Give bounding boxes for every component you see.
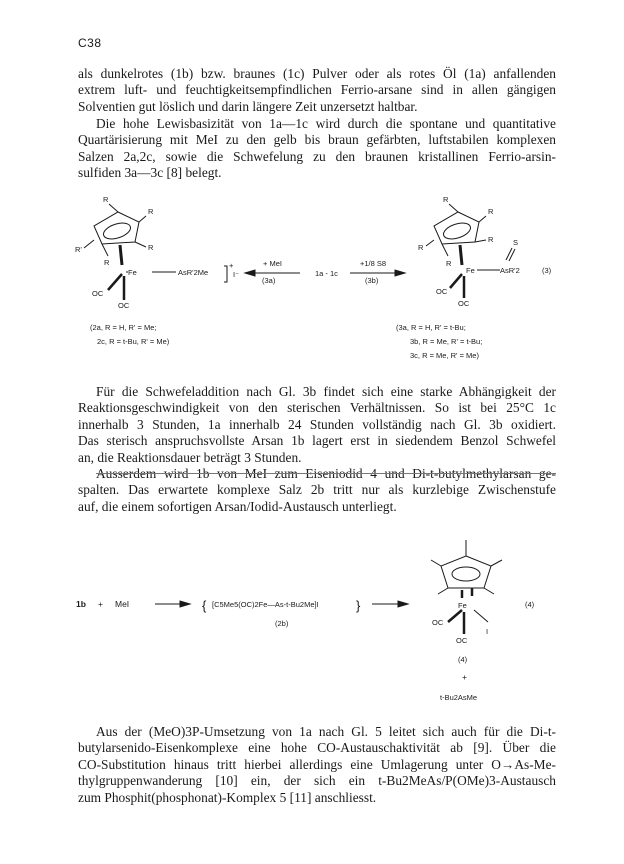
equation-number: (3) [542,266,552,275]
label-R: R [148,243,154,252]
label-arsonium: AsR'2Me [178,268,209,277]
text-line: sulfiden 3a—3c [8] belegt. [78,165,222,181]
label-I: I [486,627,489,636]
text-line: Quartärisierung mit MeI zu den gelb bis braun gefärbten, luftstabilen komplexen [78,132,556,148]
text-line: Salzen 2a,2c, sowie die Schwefelung zu den braunen kristallinen Ferrio-arsin- [78,148,556,164]
label-R-prime: R' [75,245,82,254]
label-S: S [513,238,519,247]
text-line: Aus der (MeO)3P-Umsetzung von 1a nach Gl. 5 leitet sich auch für die Di-t- [96,724,556,739]
intermediate-label: (2b) [275,619,289,628]
label-R: R [488,235,494,244]
text-line: butylarsenido-Eisenkomplexe eine hohe CO-Austauschaktivität ab [9]. Über die [78,740,556,756]
intermediate-2b: [C5Me5(OC)2Fe—As-t-Bu2Me]I [212,600,319,609]
eq-label-3b: (3b) [365,276,379,285]
eq-label-3a: (3a) [262,276,276,285]
text-line: Solventien gut löslich und darin längere Zeit unzersetzt haltbar. [78,98,418,114]
label-R: R [418,243,424,252]
label-OC: OC [118,301,130,310]
reactant-1b: 1b [76,599,86,609]
label-R: R [104,258,110,267]
label-R: R [446,259,452,268]
legend-line: (2a, R = H, R' = Me; [90,323,157,332]
legend-line: (3a, R = H, R' = t-Bu; [396,323,466,332]
equation-number: (4) [525,600,535,609]
brace-left: { [202,598,207,613]
text-line: Für die Schwefeladdition nach Gl. 3b findet sich eine starke Abhängigkeit der [96,384,556,399]
label-iodide: I⁻ [233,270,240,279]
label-R: R [148,207,154,216]
paragraph-2 [78,116,556,182]
text-line: innerhalb 3 Stunden, 1a innerhalb 24 Stunden vollständig nach Gl. 3b oxidiert. [78,416,556,432]
text-line: Reaktionsgeschwindigkeit von den sterischen Verhältnissen. So ist bei 25°C 1c [78,400,556,416]
label-Fe: Fe [458,601,467,610]
plus-sign: + [98,599,103,609]
product-label-4: (4) [458,655,468,664]
right-cp-ring [426,204,515,298]
legend-line: 3c, R = Me, R' = Me) [410,351,479,360]
label-R: R [488,207,494,216]
reactant-1a-1c: 1a - 1c [315,269,338,278]
reactant-MeI: MeI [115,599,130,609]
label-arsine: AsR'2 [500,266,520,275]
coproduct-arsane: t-Bu2AsMe [440,693,478,702]
legend-line: 3b, R = Me, R' = t-Bu; [410,337,483,346]
label-R: R [103,195,109,204]
paragraph-1 [78,66,556,115]
left-cp-ring [84,204,227,300]
label-OC: OC [432,618,444,627]
text-line: Das sterisch anspruchsvollste Arsan 1b lagert erst in siedendem Benzol Schwefel [78,433,556,449]
label-OC: OC [436,287,448,296]
label-OC: OC [458,299,470,308]
page-number: C38 [78,36,102,50]
label-R: R [443,195,449,204]
text-line: an, die Reaktionsdauer beträgt 3 Stunden. [78,449,302,465]
legend-line: 2c, R = t-Bu, R' = Me) [97,337,170,346]
paragraph-4 [78,466,556,515]
label-OC: OC [456,636,468,645]
text-line: Ausserdem wird 1b von MeI zum Eiseniodid 4 und Di-t-butylmethylarsan ge- [96,466,556,481]
reagent-MeI: + MeI [263,259,282,268]
text-line: extrem luft- und feuchtigkeitsempfindlichen Ferrio-arsane sind in allen gängigen [78,82,556,98]
plus-sign: + [462,672,467,682]
paragraph-5 [78,724,556,806]
label-Fe: Fe [466,266,475,275]
text-line: auf, die einem sofortigen Arsan/Iodid-Austausch unterliegt. [78,498,397,514]
label-OC: OC [92,289,104,298]
text-line: thylgruppenwanderung [10] ein, der sich ein t-Bu2MeAs/P(OMe)3-Austausch [78,773,556,789]
text-line: als dunkelrotes (1b) bzw. braunes (1c) Pulver oder als rotes Öl (1a) anfallenden [78,66,556,81]
reagent-sulfur: +1/8 S8 [360,259,387,268]
text-line: CO-Substitution hinaus tritt hierbei allerdings eine Umlagerung unter O→As-Me- [78,756,556,772]
brace-right: } [356,598,361,613]
text-line: spalten. Das erwartete komplexe Salz 2b tritt nur als kurzlebige Zwischenstufe [78,482,556,498]
reaction-scheme-4 [0,530,624,700]
reaction-scheme-3 [0,190,624,370]
text-line: Die hohe Lewisbasizität von 1a—1c wird durch die spontane und quantitative [96,116,556,131]
paragraph-3 [78,384,556,466]
text-line: zum Phosphit(phosphonat)-Komplex 5 [11] anschliesst. [78,789,377,805]
label-plus: + [229,261,234,270]
label-Fe: Fe [128,268,137,277]
